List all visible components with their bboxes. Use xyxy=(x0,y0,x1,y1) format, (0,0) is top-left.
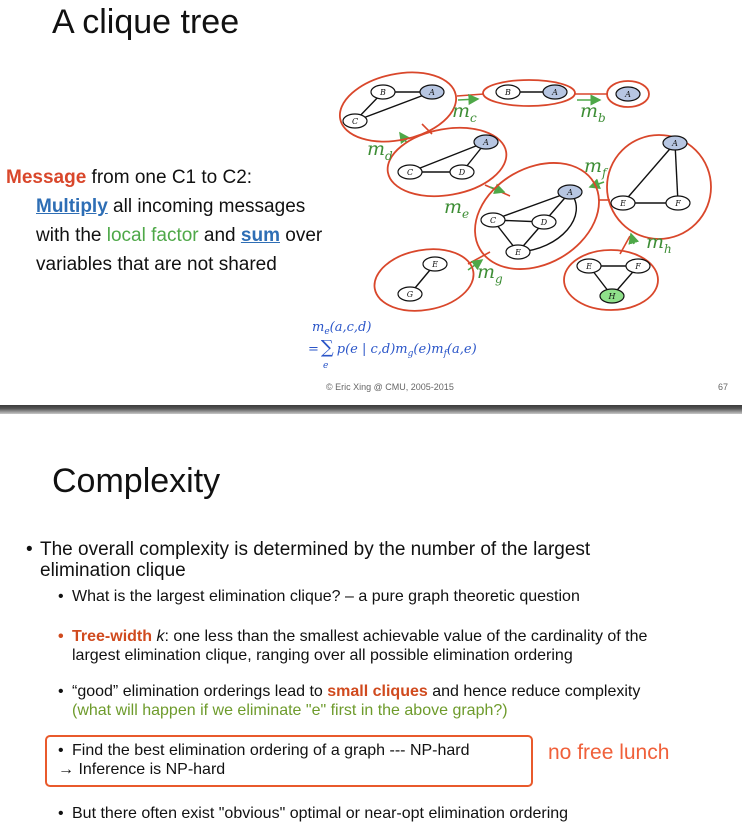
node-g xyxy=(398,287,422,301)
equation-line2: = ∑ p(e | $c,d)m_g(e)m_f(a,e)$ xyxy=(308,337,477,359)
label-mc: $m_c$ xyxy=(452,100,477,125)
node-d-1 xyxy=(450,165,474,179)
node-f-1 xyxy=(666,196,690,210)
svg-text:E: E xyxy=(586,262,592,271)
equation-line1: $m_e(a,c,d)$ xyxy=(312,320,372,337)
sub-bullet-5: • But there often exist "obvious" optimal or near-opt elimination ordering xyxy=(58,805,569,822)
slide-clique-tree xyxy=(0,0,742,405)
slide-title-complexity: Complexity xyxy=(52,462,221,500)
node-f-2 xyxy=(626,259,650,273)
svg-text:F: F xyxy=(675,199,681,208)
no-free-lunch-note: no free lunch xyxy=(548,741,670,764)
message-line4: variables that are not shared xyxy=(36,254,277,275)
slide-title: A clique tree xyxy=(52,3,240,41)
svg-text:A: A xyxy=(567,188,573,197)
node-c-2 xyxy=(398,165,422,179)
sub-bullet-2: • Tree-width k: one less than the smallest achievable value of the cardinality of the largest elimination clique, ranging over all possible elimination ordering xyxy=(58,628,648,664)
message-line3: with the local factor and sum over xyxy=(36,225,323,246)
node-a-6 xyxy=(663,136,687,150)
message-line1: Message from one C1 to C2: xyxy=(6,167,253,188)
svg-text:A: A xyxy=(552,88,558,97)
equation-sum-index: e xyxy=(323,361,329,371)
message-line2: Multiply all incoming messages xyxy=(36,196,306,217)
equation xyxy=(308,320,477,371)
sub-bullet-1: • What is the largest elimination clique? – a pure graph theoretic question xyxy=(58,588,580,605)
svg-text:A: A xyxy=(672,139,678,148)
label-mf: $m_f$ xyxy=(584,155,607,180)
node-c-1 xyxy=(343,114,367,128)
svg-text:G: G xyxy=(406,290,414,299)
slide-divider xyxy=(0,405,742,414)
bullet-icon: • xyxy=(58,742,64,759)
svg-text:B: B xyxy=(380,88,386,97)
node-e-2 xyxy=(611,196,635,210)
bullet-main: • The overall complexity is determined by the number of the largest elimination clique xyxy=(26,539,591,581)
node-a-2 xyxy=(543,85,567,99)
node-a-4 xyxy=(474,135,498,149)
svg-text:E: E xyxy=(620,199,626,208)
node-a-5 xyxy=(558,185,582,199)
svg-text:E: E xyxy=(432,260,438,269)
node-b-2 xyxy=(496,85,520,99)
message-description xyxy=(6,163,322,279)
svg-text:E: E xyxy=(515,248,521,257)
page-number: 67 xyxy=(718,382,729,392)
label-md: $m_d$ xyxy=(367,138,393,163)
node-a-3 xyxy=(616,87,640,101)
node-d-2 xyxy=(532,215,556,229)
svg-text:A: A xyxy=(625,90,631,99)
bullet-icon: • xyxy=(26,539,33,560)
svg-text:F: F xyxy=(635,262,641,271)
label-me: $m_e$ xyxy=(444,196,470,221)
bullet-icon: • xyxy=(58,588,64,605)
svg-text:C: C xyxy=(489,216,497,225)
sub-bullet-4: • Find the best elimination ordering of a graph --- NP-hard → Inference is NP-hard xyxy=(58,742,470,778)
label-mg: $m_g$ xyxy=(477,261,503,286)
copyright-footer: © Eric Xing @ CMU, 2005-2015 xyxy=(326,382,454,392)
svg-text:D: D xyxy=(458,168,466,177)
svg-text:D: D xyxy=(540,218,548,227)
node-e-4 xyxy=(423,257,447,271)
svg-text:B: B xyxy=(505,88,511,97)
sub-bullet-3: • “good” elimination orderings lead to small cliques and hence reduce complexity (what will happen if we eliminate "e" first in the above graph?) xyxy=(58,683,641,719)
bullet-icon: • xyxy=(58,683,64,700)
svg-text:A: A xyxy=(429,88,435,97)
node-h xyxy=(600,289,624,303)
node-b-1 xyxy=(371,85,395,99)
graph-nodes xyxy=(343,85,690,303)
svg-text:A: A xyxy=(483,138,489,147)
node-c-3 xyxy=(481,213,505,227)
svg-text:C: C xyxy=(406,168,414,177)
label-mb: $m_b$ xyxy=(580,100,606,125)
node-e-1 xyxy=(506,245,530,259)
label-mh: $m_h$ xyxy=(646,231,672,256)
node-e-3 xyxy=(577,259,601,273)
bullet-icon: • xyxy=(58,628,64,645)
node-a-1 xyxy=(420,85,444,99)
svg-text:H: H xyxy=(608,292,616,301)
bullet-icon: • xyxy=(58,805,64,822)
svg-text:C: C xyxy=(351,117,359,126)
clique-ellipses xyxy=(333,62,711,318)
